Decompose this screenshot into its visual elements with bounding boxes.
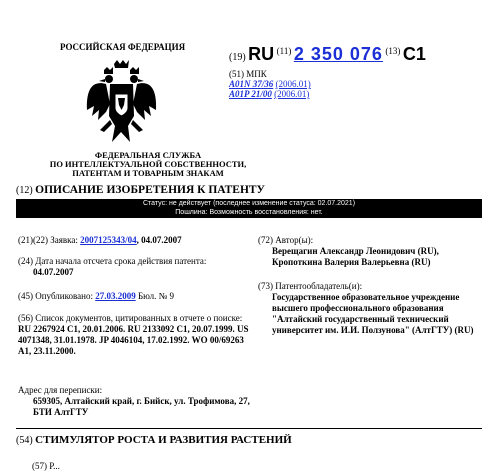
- abstract-start: (57) Р...: [32, 461, 60, 471]
- owner-value: Государственное образовательное учреждение высшего профессионального образования "Алтайский государственный технический университет им. И.И. Ползунова" (АлтГТУ) (RU): [272, 292, 474, 335]
- address-field: [18, 385, 250, 418]
- code-19: (19): [229, 52, 246, 63]
- application-number-link[interactable]: 2007125343/04: [80, 235, 137, 245]
- application-field: [18, 235, 243, 246]
- address-label: Адрес для переписки:: [18, 385, 103, 395]
- ipc-entry[interactable]: [229, 79, 311, 89]
- agency-line: ПО ИНТЕЛЛЕКТУАЛЬНОЙ СОБСТВЕННОСТИ,: [49, 159, 247, 169]
- agency-line: ПАТЕНТАМ И ТОВАРНЫМ ЗНАКАМ: [72, 168, 224, 178]
- code-13: (13): [385, 46, 401, 56]
- term-start-label: (24) Дата начала отсчета срока действия патента:: [18, 256, 207, 266]
- term-start-field: [18, 256, 250, 278]
- address-value: 659305, Алтайский край, г. Бийск, ул. Трофимова, 27, БТИ АлтГТУ: [33, 396, 250, 417]
- country-code: RU: [248, 44, 275, 64]
- patent-number-line: [229, 44, 426, 65]
- ipc-code[interactable]: A01N 37/36: [229, 79, 274, 89]
- kind-code: C1: [402, 44, 426, 64]
- owner-field: [258, 281, 480, 336]
- invention-title: [16, 434, 292, 446]
- authors-label: (72) Автор(ы):: [258, 235, 314, 245]
- owner-label: (73) Патентообладатель(и):: [258, 281, 363, 291]
- invention-title-text: СТИМУЛЯТОР РОСТА И РАЗВИТИЯ РАСТЕНИЙ: [35, 434, 292, 446]
- patent-number-link[interactable]: 2 350 076: [293, 44, 383, 64]
- document-title: [16, 184, 265, 196]
- ipc-block: [229, 69, 311, 99]
- term-start-value: 04.07.2007: [33, 267, 74, 277]
- published-date-link[interactable]: 27.03.2009: [95, 291, 136, 301]
- fee-text: Пошлина: Возможность восстановления: нет.: [175, 209, 323, 216]
- divider: [16, 428, 482, 429]
- bulletin-label: Бюл. № 9: [137, 291, 174, 301]
- mpk-label: (51) МПК: [229, 69, 267, 79]
- code-12: (12): [16, 185, 33, 196]
- author-name: Кропоткина Валерия Валерьевна (RU): [272, 257, 431, 267]
- code-54: (54): [16, 435, 33, 446]
- status-text: Статус: не действует (последнее изменение статуса: 02.07.2021): [142, 200, 356, 207]
- status-bar: [16, 199, 482, 218]
- coat-of-arms-icon: [84, 60, 159, 150]
- published-field: [18, 291, 250, 302]
- agency-line: ФЕДЕРАЛЬНАЯ СЛУЖБА: [94, 150, 202, 160]
- application-date: , 04.07.2007: [136, 235, 182, 245]
- document-title-text: ОПИСАНИЕ ИЗОБРЕТЕНИЯ К ПАТЕНТУ: [35, 184, 265, 196]
- published-label: (45) Опубликовано:: [18, 291, 93, 301]
- cited-documents-field: [18, 313, 250, 357]
- ipc-year: (2006.01): [275, 79, 311, 89]
- country-name: РОССИЙСКАЯ ФЕДЕРАЦИЯ: [60, 42, 186, 52]
- author-name: Верещагин Александр Леонидович (RU),: [272, 246, 439, 256]
- cited-value: RU 2267924 C1, 20.01.2006. RU 2133092 C1, 20.07.1999. US 4071348, 31.01.1978. JP 4046104, 17.02.1992. WO 00/69263 A1, 23.11.2000.: [18, 324, 249, 356]
- ipc-code[interactable]: A01P 21/00: [229, 89, 272, 99]
- authors-field: [258, 235, 480, 268]
- cited-label: (56) Список документов, цитированных в отчете о поиске:: [18, 313, 243, 323]
- application-label: (21)(22) Заявка:: [18, 235, 78, 245]
- ipc-entry[interactable]: [229, 89, 311, 99]
- code-11: (11): [276, 46, 292, 56]
- ipc-year: (2006.01): [274, 89, 310, 99]
- agency-name: [28, 151, 268, 178]
